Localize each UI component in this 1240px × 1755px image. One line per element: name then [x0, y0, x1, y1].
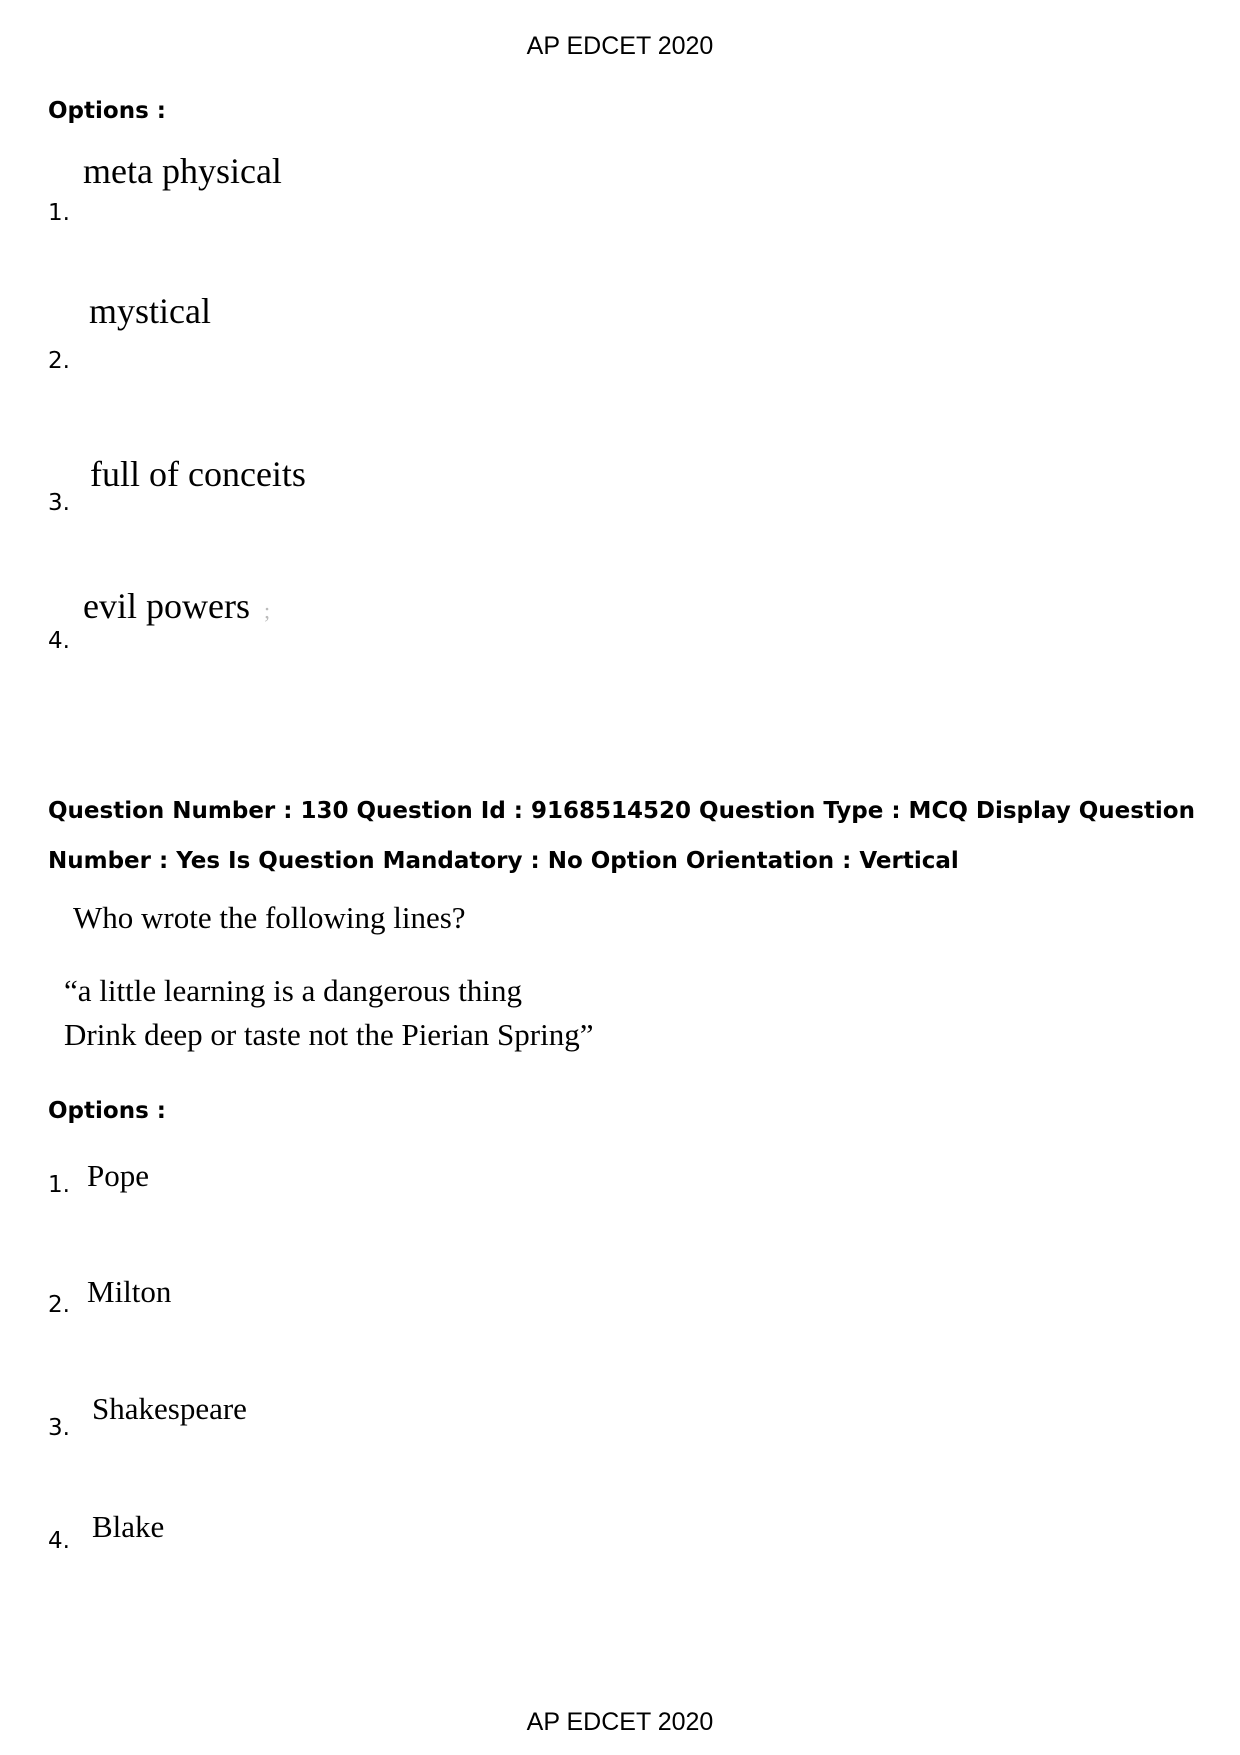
option-text-4-mark: ; [263, 598, 271, 623]
options-label: Options : [48, 98, 166, 124]
answer-text-4: Blake [92, 1509, 165, 1544]
quote-line-1: “a little learning is a dangerous thing [64, 973, 522, 1008]
option-text-1: meta physical [83, 151, 282, 191]
page-header: AP EDCET 2020 [526, 32, 714, 60]
option-number-1: 1. [48, 200, 70, 226]
option-number-3: 3. [48, 490, 70, 516]
quote-line-2: Drink deep or taste not the Pierian Spring” [64, 1017, 594, 1052]
question-meta [48, 786, 1208, 886]
question-meta-line-1: Question Number : 130 Question Id : 9168514520 Question Type : MCQ Display Question [48, 798, 1195, 824]
answer-text-3: Shakespeare [92, 1391, 247, 1426]
option-text-3: full of conceits [90, 454, 306, 494]
answer-number-3: 3. [48, 1415, 70, 1441]
answer-number-4: 4. [48, 1528, 70, 1554]
option-text-4 [83, 585, 270, 627]
answer-number-2: 2. [48, 1292, 70, 1318]
answer-text-1: Pope [87, 1158, 149, 1193]
question-options-label: Options : [48, 1098, 166, 1124]
answer-number-1: 1. [48, 1172, 70, 1198]
question-prompt: Who wrote the following lines? [73, 900, 466, 935]
answer-text-2: Milton [87, 1274, 172, 1309]
option-number-2: 2. [48, 348, 70, 374]
option-number-4: 4. [48, 628, 70, 654]
option-text-4-label: evil powers [83, 586, 250, 626]
question-meta-line-2: Number : Yes Is Question Mandatory : No Option Orientation : Vertical [48, 848, 959, 874]
option-text-2: mystical [89, 291, 211, 331]
page-footer: AP EDCET 2020 [526, 1708, 714, 1736]
